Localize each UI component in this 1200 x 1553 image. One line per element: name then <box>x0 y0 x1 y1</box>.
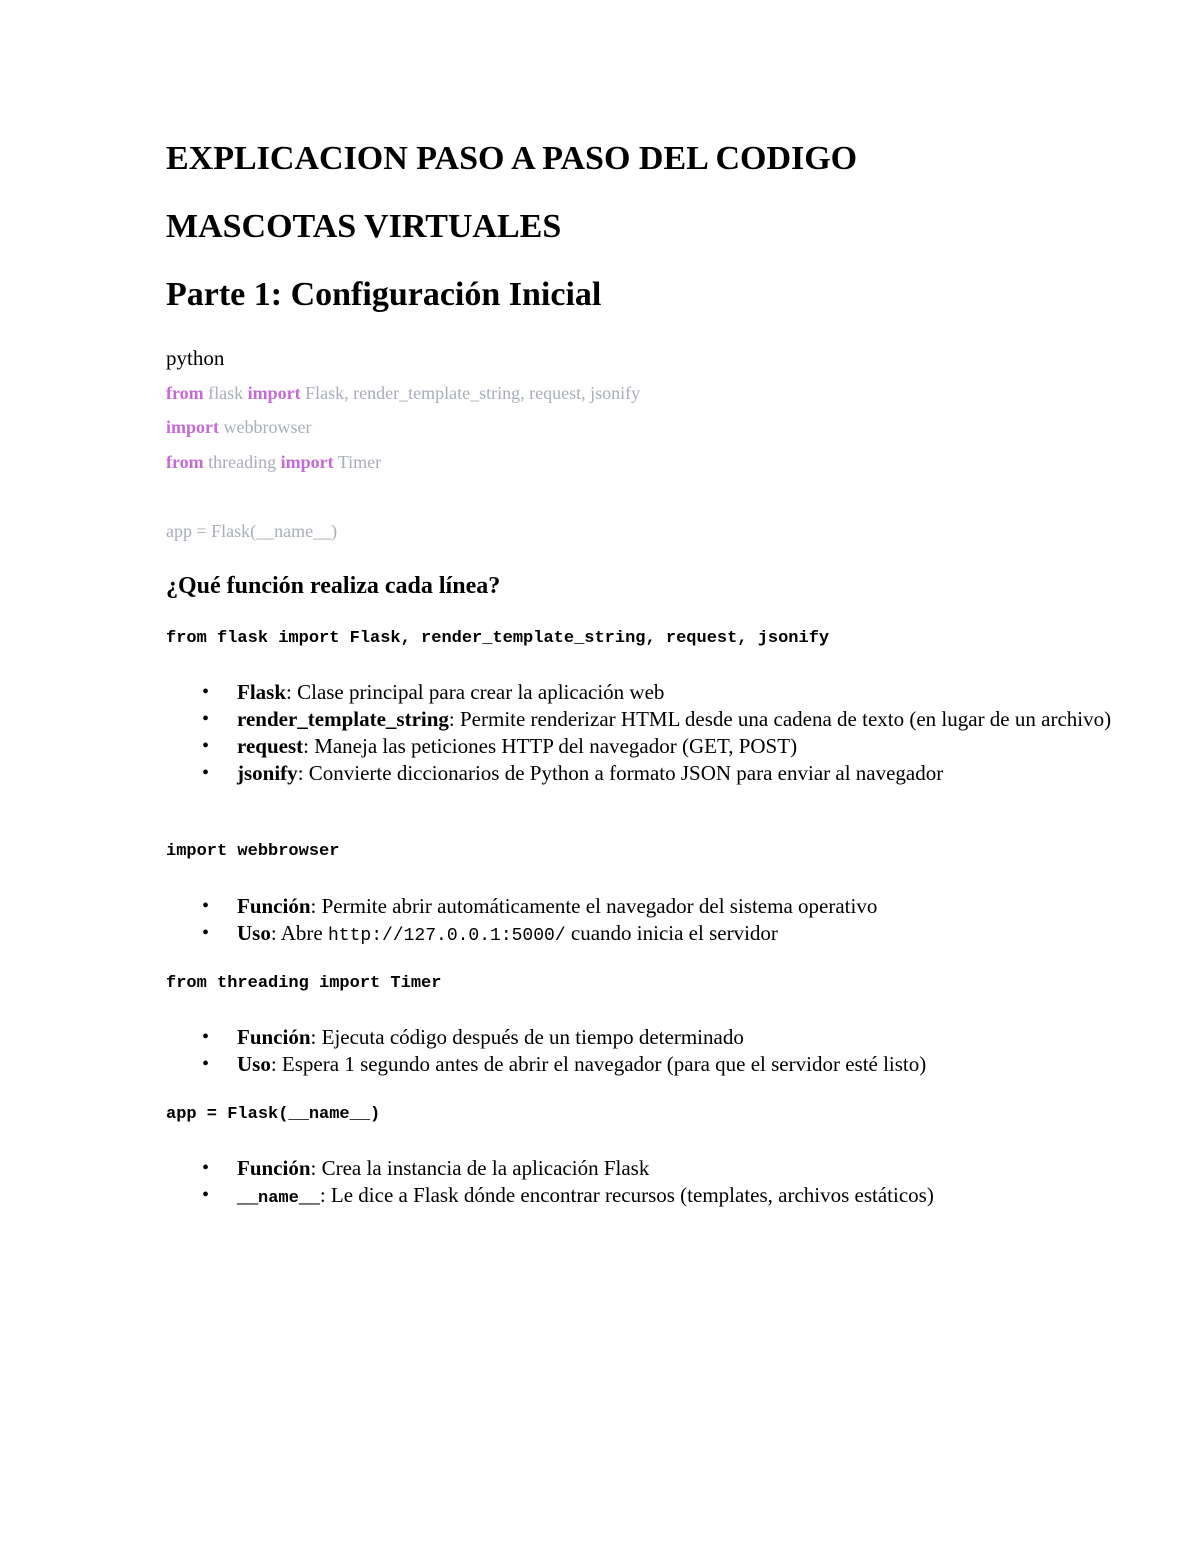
item-description: : Convierte diccionarios de Python a formato JSON para enviar al navegador <box>297 761 944 785</box>
list-item: • render_template_string: Permite renderizar HTML desde una cadena de texto (en lugar de un archivo) <box>202 707 1112 731</box>
item-term: Función <box>237 1156 311 1180</box>
explanation-list <box>166 1155 1117 1212</box>
code-language-label: python <box>166 346 225 370</box>
section-code-heading: from flask import Flask, render_template_string, request, jsonify <box>166 629 830 648</box>
url-text: http://127.0.0.1:5000/ <box>328 926 566 946</box>
list-item: • jsonify: Convierte diccionarios de Python a formato JSON para enviar al navegador <box>202 761 944 785</box>
code-text: Flask, render_template_string, request, jsonify <box>300 383 641 403</box>
item-term: Función <box>237 1025 311 1049</box>
code-block-line-2 <box>166 417 311 438</box>
item-term: render_template_string <box>237 707 449 731</box>
code-text: threading <box>203 452 281 472</box>
item-term: Uso <box>237 921 271 945</box>
section-code-heading: from threading import Timer <box>166 974 442 993</box>
code-keyword: import <box>247 383 301 403</box>
code-block-line-3 <box>166 452 381 473</box>
item-description: cuando inicia el servidor <box>565 921 778 945</box>
code-block-line-1 <box>166 383 640 404</box>
item-description: : Crea la instancia de la aplicación Flask <box>310 1156 650 1180</box>
item-term: Flask <box>237 680 287 704</box>
item-description: : Clase principal para crear la aplicación web <box>286 680 665 704</box>
item-term: Uso <box>237 1052 271 1076</box>
code-keyword: from <box>166 383 204 403</box>
code-keyword: import <box>280 452 334 472</box>
section-code-heading: app = Flask(__name__) <box>166 1105 381 1124</box>
code-keyword: import <box>166 417 219 437</box>
code-text: flask <box>203 383 248 403</box>
list-item: • Función: Permite abrir automáticamente el navegador del sistema operativo <box>202 894 878 918</box>
list-item: • request: Maneja las peticiones HTTP del navegador (GET, POST) <box>202 734 798 758</box>
code-keyword: from <box>166 452 204 472</box>
item-term: jsonify <box>237 761 298 785</box>
item-term: request <box>237 734 304 758</box>
code-text: Timer <box>333 452 382 472</box>
document-title-line-1: EXPLICACION PASO A PASO DEL CODIGO <box>166 140 858 177</box>
item-term: Función <box>237 894 311 918</box>
code-text: webbrowser <box>219 417 312 437</box>
item-term: __ <box>298 1183 320 1207</box>
list-item: • Función: Ejecuta código después de un tiempo determinado <box>202 1025 744 1049</box>
item-description: : Espera 1 segundo antes de abrir el navegador (para que el servidor esté listo) <box>270 1052 927 1076</box>
list-item: • Flask: Clase principal para crear la aplicación web <box>202 680 665 704</box>
item-description: : Le dice a Flask dónde encontrar recursos (templates, archivos estáticos) <box>319 1183 934 1207</box>
list-item: • __name__: Le dice a Flask dónde encontrar recursos (templates, archivos estáticos) <box>202 1183 934 1208</box>
item-description: : Abre <box>270 921 328 945</box>
list-item: • Uso: Abre http://127.0.0.1:5000/ cuando inicia el servidor <box>202 921 778 946</box>
list-item: • Función: Crea la instancia de la aplicación Flask <box>202 1156 650 1180</box>
explanation-list <box>166 893 1117 950</box>
list-item: • Uso: Espera 1 segundo antes de abrir el navegador (para que el servidor esté listo) <box>202 1052 927 1076</box>
item-term: __ <box>237 1183 258 1207</box>
explanation-list <box>166 679 1117 787</box>
item-term-mono: name <box>258 1189 299 1208</box>
section-code-heading: import webbrowser <box>166 842 340 861</box>
explanation-list <box>166 1024 1117 1078</box>
question-heading: ¿Qué función realiza cada línea? <box>166 573 501 599</box>
item-description: : Permite renderizar HTML desde una cadena de texto (en lugar de un archivo) <box>448 707 1112 731</box>
document-title-line-2: MASCOTAS VIRTUALES <box>166 208 562 245</box>
item-description: : Ejecuta código después de un tiempo determinado <box>310 1025 744 1049</box>
part-heading: Parte 1: Configuración Inicial <box>166 276 602 313</box>
item-description: : Permite abrir automáticamente el navegador del sistema operativo <box>310 894 878 918</box>
item-description: : Maneja las peticiones HTTP del navegador (GET, POST) <box>303 734 798 758</box>
code-block-line-4: app = Flask(__name__) <box>166 521 338 541</box>
